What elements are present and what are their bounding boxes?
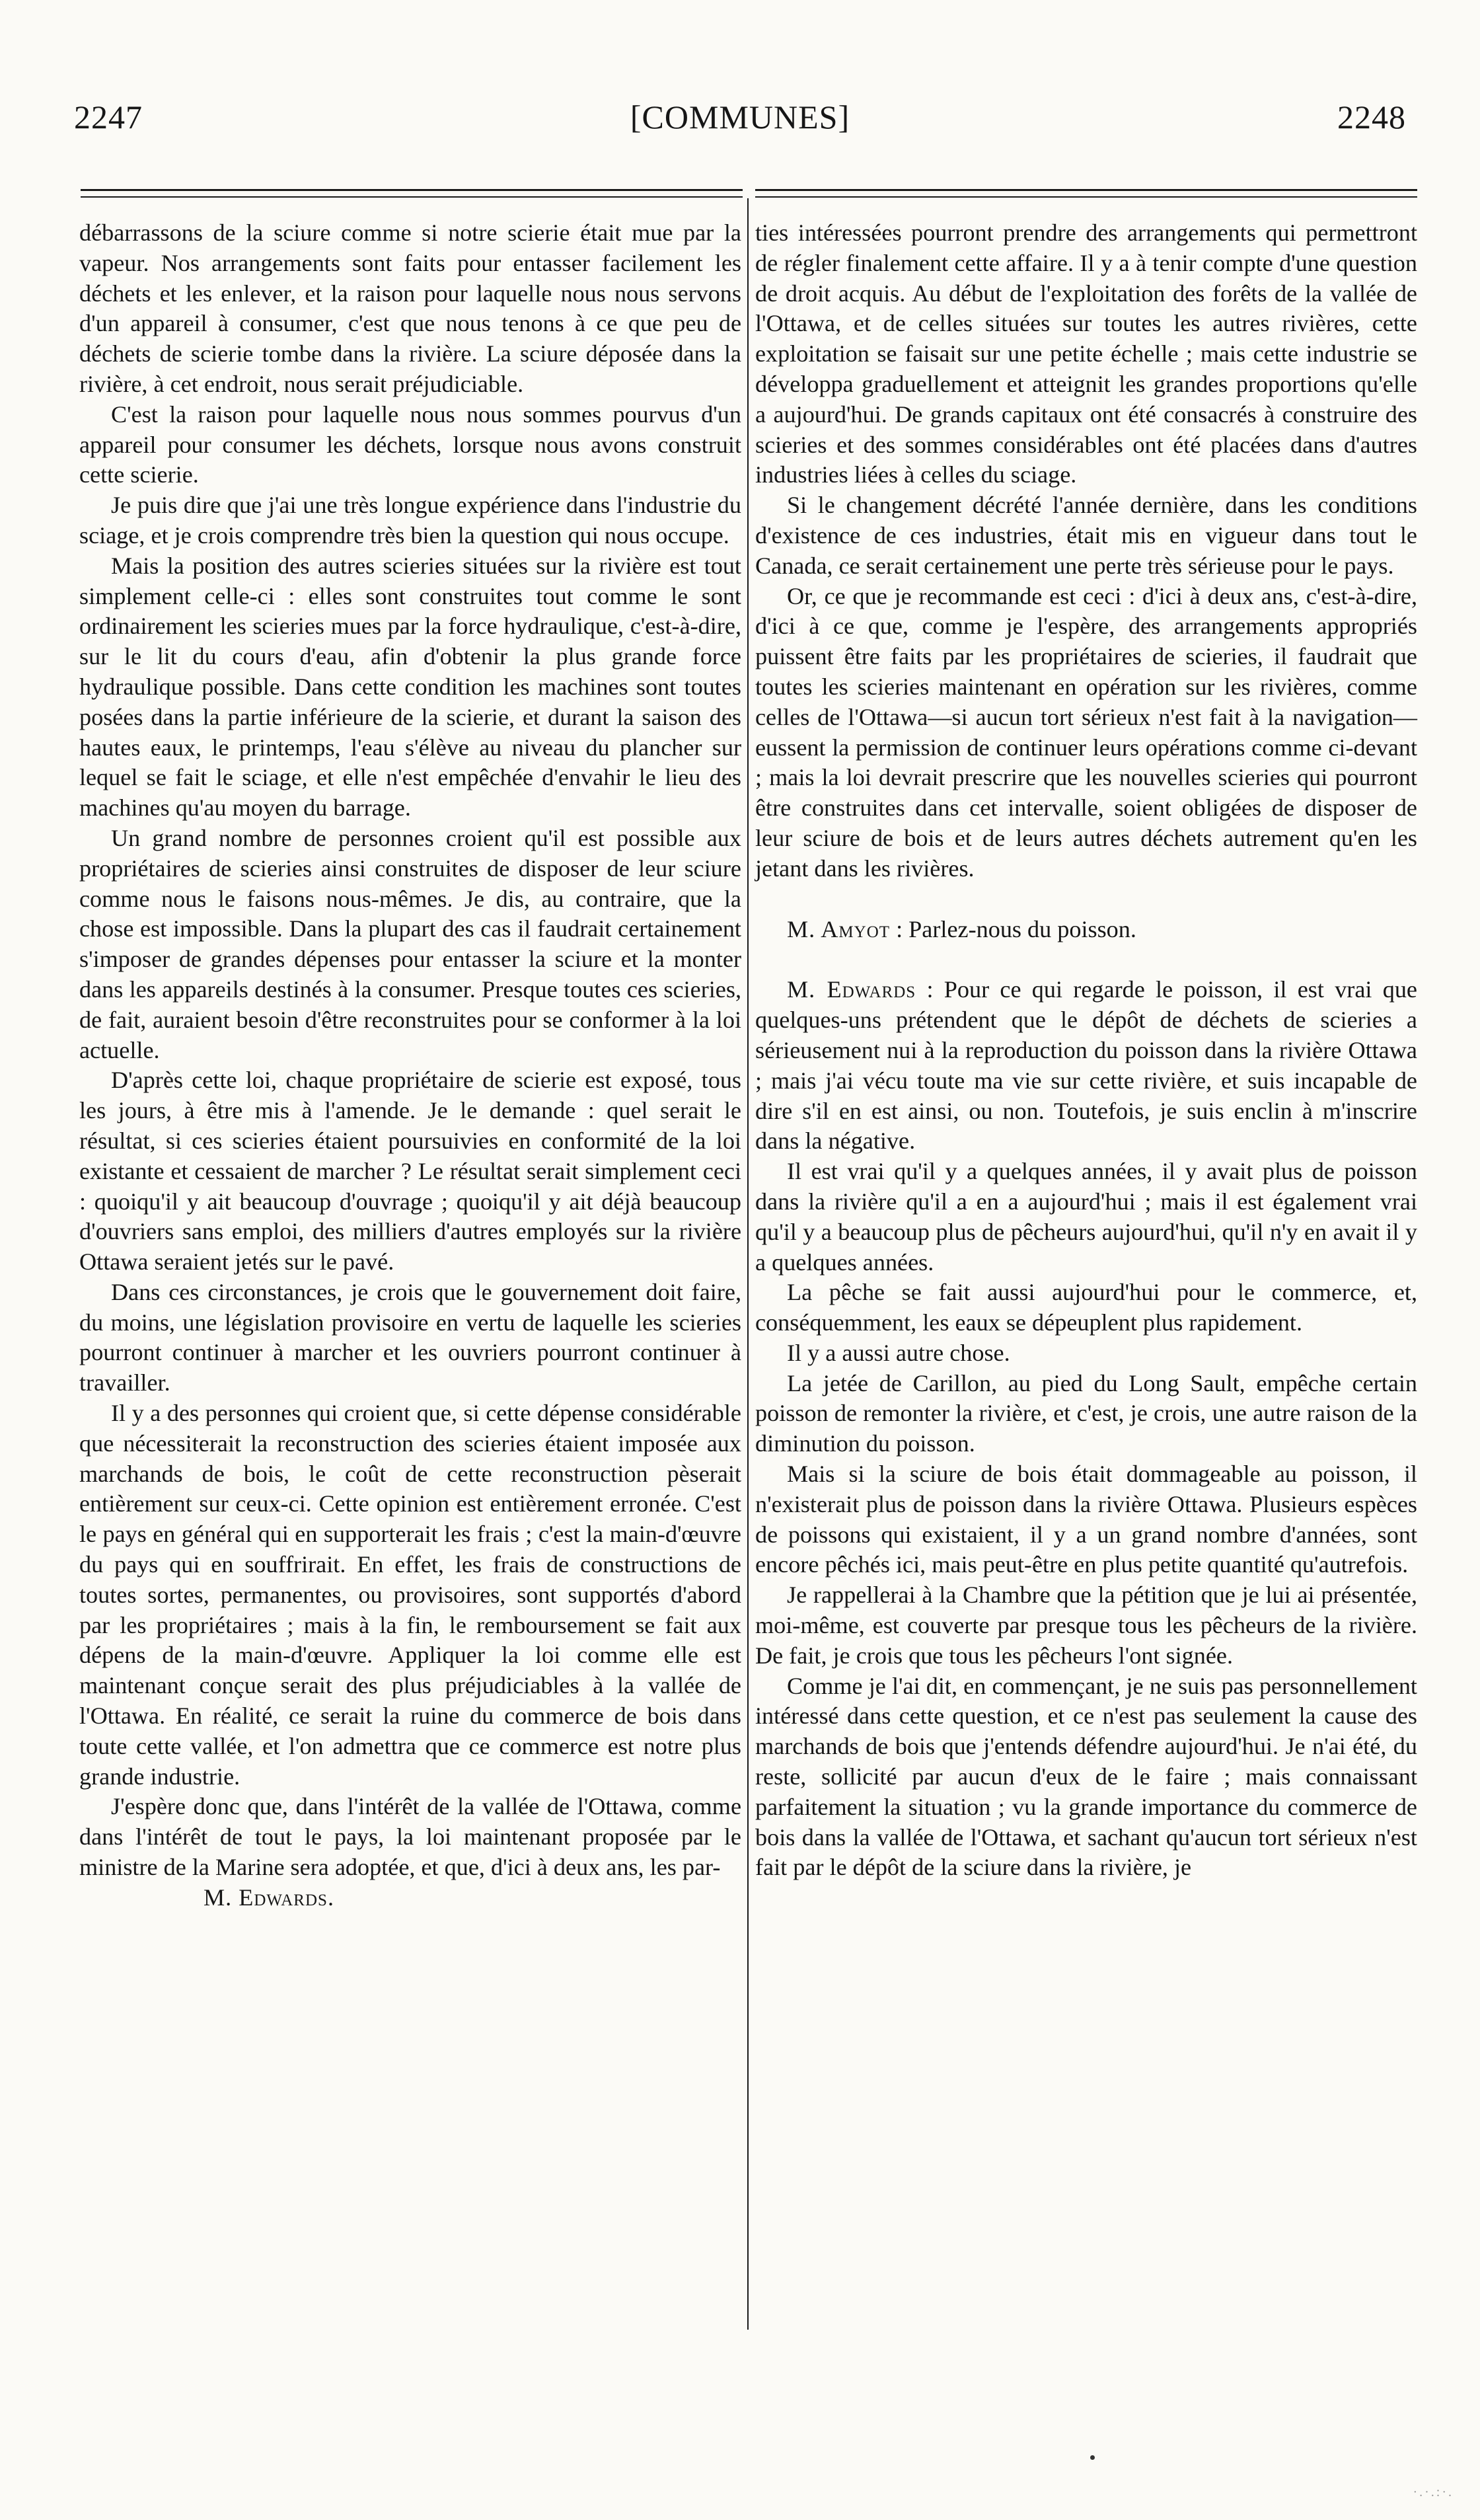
speaker-name: M. Amyot — [787, 915, 891, 942]
speech-amyot — [755, 915, 1417, 945]
paragraph: Or, ce que je recommande est ceci : d'ici à deux ans, c'est-à-dire, d'ici à ce que, comme je l'espère, des arrangements appropriés puissent être faits par les propriétaires de scieries, il faudrait que toutes les scieries maintenant en opération sur les rivières, comme celles de l'Ottawa—si aucun tort sérieux n'est fait à la navigation—eussent la permission de continuer leurs opérations comme ci-devant ; mais la loi devrait prescrire que les nouvelles scieries qui pourront être construites dans cet intervalle, soient obligées de disposer de leur sciure de bois et de leurs autres déchets autrement qu'en les jetant dans les rivières. — [755, 582, 1417, 882]
paragraph: Mais la position des autres scieries situées sur la rivière est tout simplement celle-ci : elles sont construites tout comme le sont ordinairement les scieries mues par la force hydraulique, c'est-à-dire, sur le lit du cours d'eau, afin d'obtenir la plus grande force hydraulique possible. Dans cette condition les machines sont toutes posées dans la partie inférieure de la scierie, et durant la saison des hautes eaux, le printemps, l'eau s'élève au niveau du plancher sur lequel se fait le sciage, et elle n'est empêchée d'envahir le lieu des machines qu'au moyen du barrage. — [79, 552, 741, 821]
right-column — [755, 218, 1417, 1883]
paragraph: Un grand nombre de personnes croient qu'il est possible aux propriétaires de scieries ainsi construites de disposer de leur sciure comme nous le faisons nous-mêmes. Je dis, au contraire, que la chose est impossible. Dans la plupart des cas il faudrait certainement s'imposer de grandes dépenses pour entasser la sciure et la monter dans les appareils destinés à la consumer. Presque toutes ces scieries, de fait, auraient besoin d'être reconstruites pour se conformer à la loi actuelle. — [79, 824, 741, 1063]
paragraph: ties intéressées pourront prendre des arrangements qui permettront de régler finalement cette affaire. Il y a à tenir compte d'une question de droit acquis. Au début de l'exploitation des forêts de la vallée de l'Ottawa, et de celles situées sur toutes les autres rivières, cette exploitation se faisait sur une petite échelle ; mais cette industrie se développa graduellement et atteignit les grandes proportions qu'elle a aujourd'hui. De grands capitaux ont été consacrés à construire des scieries et des sommes considérables ont été placées dans d'autres industries liées à celles du sciage. — [755, 219, 1417, 488]
scan-noise-mark: ·.·.:·. — [1413, 2485, 1454, 2500]
paragraph: Il y a des personnes qui croient que, si cette dépense considérable que nécessiterait la reconstruction des scieries étaient imposée aux marchands de bois, le coût de cette reconstruction pèserait entièrement sur ceux-ci. Cette opinion est entièrement erronée. C'est le pays en général qui en supporterait les frais ; c'est la main-d'œuvre du pays qui en souffrirait. En effet, les frais de constructions de toutes sortes, permanentes, ou provisoires, sont supportés d'abord par les propriétaires ; mais à la fin, le remboursement se fait aux dépens de la main-d'œuvre. Appliquer la loi comme elle est maintenant conçue serait des plus préjudiciables à la vallée de l'Ottawa. En réalité, ce serait la ruine du commerce de bois dans toute cette vallée, et l'on admettra que ce commerce est notre plus grande industrie. — [79, 1400, 741, 1790]
paragraph: D'après cette loi, chaque propriétaire de scierie est exposé, tous les jours, à être mis à l'amende. Je le demande : quel serait le résultat, si ces scieries étaient poursuivies en conformité de la loi existante et cessaient de marcher ? Le résultat serait simplement ceci : quoiqu'il y ait beaucoup d'ouvrage ; quoiqu'il y ait déjà beaucoup d'ouvriers sans emploi, des milliers d'autres employés sur la rivière Ottawa seraient jetés sur le pavé. — [79, 1067, 741, 1276]
header-rule-left-thin — [81, 196, 743, 198]
paragraph: Je puis dire que j'ai une très longue expérience dans l'industrie du sciage, et je crois comprendre très bien la question qui nous occupe. — [79, 492, 741, 549]
paragraph: C'est la raison pour laquelle nous nous sommes pourvus d'un appareil pour consumer les déchets, lorsque nous avons construit cette scierie. — [79, 401, 741, 488]
paragraph: Si le changement décrété l'année dernière, dans les conditions d'existence de ces industries, était mis en vigueur dans tout le Canada, ce serait certainement une perte très sérieuse pour le pays. — [755, 492, 1417, 579]
paragraph: débarrassons de la sciure comme si notre scierie était mue par la vapeur. Nos arrangements sont faits pour entasser facilement les déchets et les enlever, et la raison pour laquelle nous nous servons d'un appareil à consumer, c'est que nous tenons à ce que peu de déchets de scierie tombe dans la rivière. La sciure déposée dans la rivière, à cet endroit, nous serait préjudiciable. — [79, 219, 741, 397]
left-page-number: 2247 — [74, 98, 143, 135]
paragraph: Il est vrai qu'il y a quelques années, il y avait plus de poisson dans la rivière qu'il a en a aujourd'hui ; mais il est également vrai qu'il y a beaucoup plus de pêcheurs aujourd'hui, qu'il n'y en avait il y a quelques années. — [755, 1158, 1417, 1276]
header-rule-left — [81, 189, 743, 191]
speech-text: : Pour ce qui regarde le poisson, il est vrai que quelques-uns prétendent que le dépôt de déchets de scieries a sérieusement nui à la reproduction du poisson dans la rivière Ottawa ; mais j'ai vécu toute ma vie sur cette rivière, et suis incapable de dire s'il en est ainsi, ou non. Toutefois, je suis enclin à m'inscrire dans la négative. — [755, 976, 1417, 1155]
printer-mark-dot — [1090, 2455, 1095, 2460]
column-divider — [747, 198, 749, 2330]
header-rule-right — [755, 189, 1417, 191]
left-column — [79, 218, 741, 1913]
speaker-name: M. Edwards — [787, 976, 916, 1003]
paragraph: Il y a aussi autre chose. — [787, 1339, 1010, 1366]
paragraph: Je rappellerai à la Chambre que la pétition que je lui ai présentée, moi-même, est couverte par presque tous les pêcheurs de la rivière. De fait, je crois que tous les pêcheurs l'ont signée. — [755, 1582, 1417, 1669]
paragraph: Mais si la sciure de bois était dommageable au poisson, il n'existerait plus de poisson dans la rivière Ottawa. Plusieurs espèces de poissons qui existaient, il y a un grand nombre d'années, sont encore pêchés ici, mais peut-être en plus petite quantité qu'autrefois. — [755, 1461, 1417, 1578]
right-page-number: 2248 — [1337, 98, 1406, 135]
header-rule-right-thin — [755, 196, 1417, 198]
speech-text: : Parlez-nous du poisson. — [890, 915, 1136, 942]
paragraph: La pêche se fait aussi aujourd'hui pour le commerce, et, conséquemment, les eaux se dépeuplent plus rapidement. — [755, 1279, 1417, 1336]
paragraph: J'espère donc que, dans l'intérêt de la vallée de l'Ottawa, comme dans l'intérêt de tout le pays, la loi maintenant proposée par le ministre de la Marine sera adoptée, et que, d'ici à deux ans, les par- — [79, 1793, 741, 1881]
speaker-signature: M. Edwards. — [204, 1884, 334, 1911]
paragraph: Comme je l'ai dit, en commençant, je ne suis pas personnellement intéressé dans cette question, et ce n'est pas seulement la cause des marchands de bois que j'entends défendre aujourd'hui. Je n'ai été, du reste, sollicité par aucun d'eux de le faire ; mais connaissant parfaitement la situation ; vu la grande importance du commerce de bois dans la vallée de l'Ottawa, et sachant qu'aucun tort sérieux n'est fait par le dépôt de la sciure dans la rivière, je — [755, 1672, 1417, 1881]
speech-edwards — [755, 975, 1417, 1157]
running-title: [COMMUNES] — [630, 98, 850, 135]
paragraph: Dans ces circonstances, je crois que le gouvernement doit faire, du moins, une législation provisoire en vertu de laquelle les scieries pourront continuer à marcher et les ouvriers pourront continuer à travailler. — [79, 1278, 741, 1396]
paragraph: La jetée de Carillon, au pied du Long Sault, empêche certain poisson de remonter la rivière, et c'est, je crois, une autre raison de la diminution du poisson. — [755, 1369, 1417, 1457]
